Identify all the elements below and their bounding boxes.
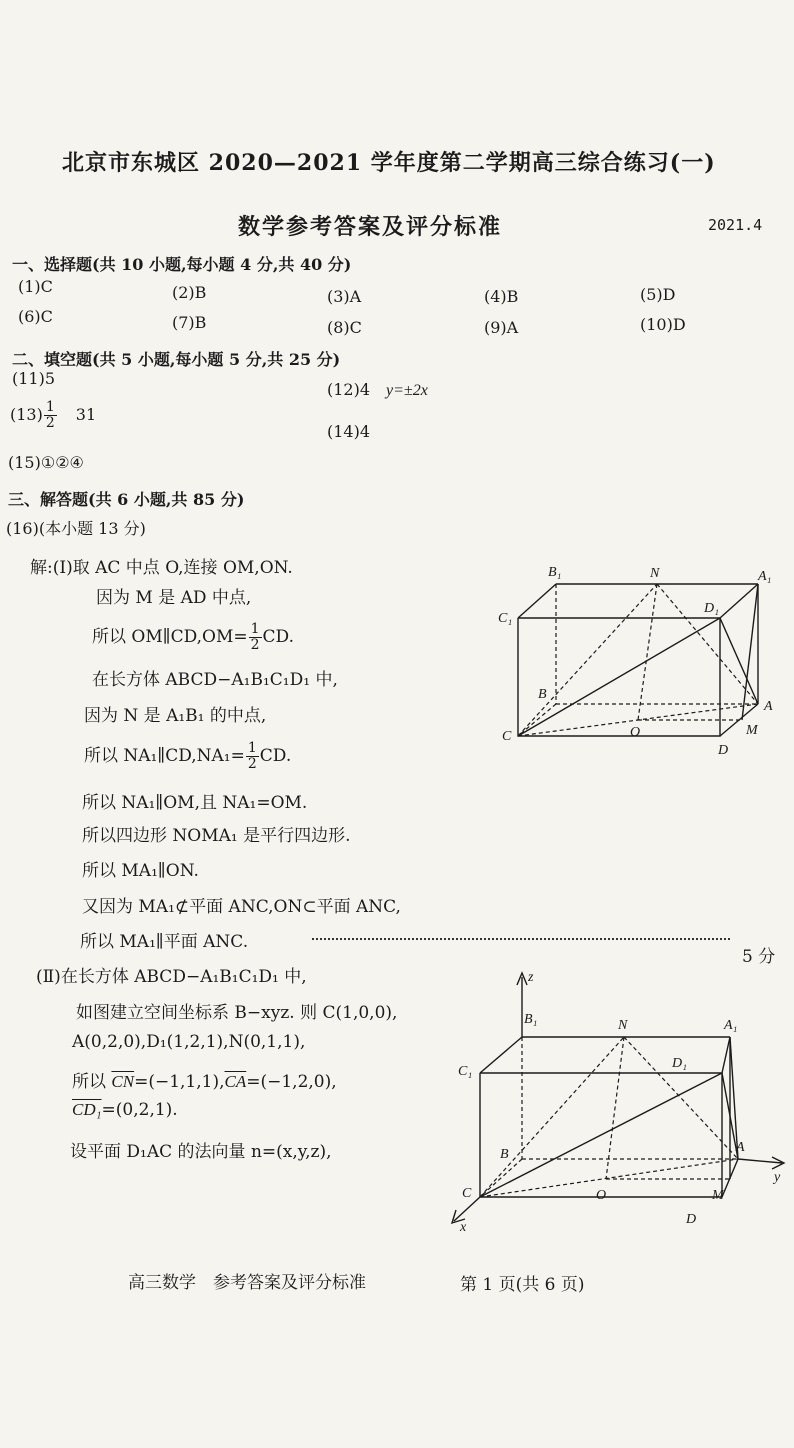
label-o: O [596,1188,607,1203]
answer-12: (12)4 y=±2x [327,380,428,399]
label-d1: D₁ [672,1056,687,1071]
label-n: N [618,1018,628,1033]
part1-line-4: 在长方体 ABCD−A₁B₁C₁D₁ 中, [92,670,338,690]
answer-13: (13) $\frac{1}{2}$ 31 [10,399,97,431]
footer-left: 高三数学 参考答案及评分标准 [128,1273,366,1293]
section-heading-fill: 二、填空题(共 5 小题,每小题 5 分,共 25 分) [12,350,341,369]
answer-8: (8)C [327,318,362,337]
answer-6: (6)C [18,307,53,326]
label-z: z [528,970,534,985]
label-d1: D₁ [704,601,719,616]
label-c: C [502,729,512,744]
answer-10: (10)D [640,315,686,334]
label-a1: A₁ [758,569,772,584]
label-b1: B₁ [524,1012,538,1027]
label-x: x [460,1220,467,1235]
part1-line-5: 因为 N 是 A₁B₁ 的中点, [84,706,267,726]
part2-line-6: 设平面 D₁AC 的法向量 n=(x,y,z), [70,1142,332,1162]
part1-line-9: 所以 MA₁∥ON. [82,861,199,881]
label-b: B [538,687,547,702]
label-o: O [630,725,641,740]
question-16-heading: (16)(本小题 13 分) [6,519,146,538]
page-title: 北京市东城区 2020—2021 学年度第二学期高三综合练习(一) [62,150,716,176]
label-d: D [718,743,729,758]
figure-cuboid-2 [440,965,794,1240]
part2-line-2: 如图建立空间坐标系 B−xyz. 则 C(1,0,0), [76,1003,398,1023]
answer-2: (2)B [172,283,207,302]
figure-cuboid-1 [490,556,790,766]
label-c: C [462,1186,472,1201]
label-a1: A₁ [724,1018,738,1033]
part1-line-3: 所以 OM∥CD,OM= $\frac{1}{2}$ CD. [92,621,294,653]
part2-line-5: CD₁=(0,2,1). [72,1100,178,1120]
answer-9: (9)A [484,318,519,337]
part1-line-8: 所以四边形 NOMA₁ 是平行四边形. [82,826,351,846]
answer-3: (3)A [327,287,362,306]
label-b1: B₁ [548,565,562,580]
part1-line-10: 又因为 MA₁⊄平面 ANC,ON⊂平面 ANC, [82,897,401,917]
section-heading-solve: 三、解答题(共 6 小题,共 85 分) [8,490,245,509]
section-heading-choice: 一、选择题(共 10 小题,每小题 4 分,共 40 分) [12,255,352,274]
label-a: A [736,1140,745,1155]
part1-line-1: 解:(Ⅰ)取 AC 中点 O,连接 OM,ON. [30,558,293,578]
label-m: M [746,723,758,738]
page-subtitle: 数学参考答案及评分标准 [238,214,503,240]
label-a: A [764,699,773,714]
score-leader-dots [312,938,730,940]
answer-4: (4)B [484,287,519,306]
part1-line-6: 所以 NA₁∥CD,NA₁= $\frac{1}{2}$ CD. [84,740,292,772]
answer-5: (5)D [640,285,676,304]
label-y: y [774,1170,781,1185]
score-label: 5 分 [742,947,776,967]
label-d: D [686,1212,697,1227]
answer-11: (11)5 [12,369,56,388]
date-label: 2021.4 [708,216,763,234]
label-b: B [500,1147,509,1162]
part2-line-4: 所以 $\overline{CN}=(-1,1,1),\overline{CA}=(-1,2,0)$, [72,1072,337,1092]
part1-line-11: 所以 MA₁∥平面 ANC. [80,932,249,952]
part2-line-1: (Ⅱ)在长方体 ABCD−A₁B₁C₁D₁ 中, [36,967,307,987]
answer-7: (7)B [172,313,207,332]
fraction-half: $\frac{1}{2}$ [45,399,55,431]
footer-page-number: 第 1 页(共 6 页) [460,1275,585,1295]
answer-14: (14)4 [327,422,371,441]
answer-15: (15)①②④ [8,453,84,472]
label-c1: C₁ [458,1064,473,1079]
answer-1: (1)C [18,277,53,296]
part2-line-3: A(0,2,0),D₁(1,2,1),N(0,1,1), [72,1032,306,1052]
part1-line-2: 因为 M 是 AD 中点, [96,588,252,608]
label-m: M [712,1188,724,1203]
part1-line-7: 所以 NA₁∥OM,且 NA₁=OM. [82,793,308,813]
label-c1: C₁ [498,611,513,626]
label-n: N [650,566,660,581]
